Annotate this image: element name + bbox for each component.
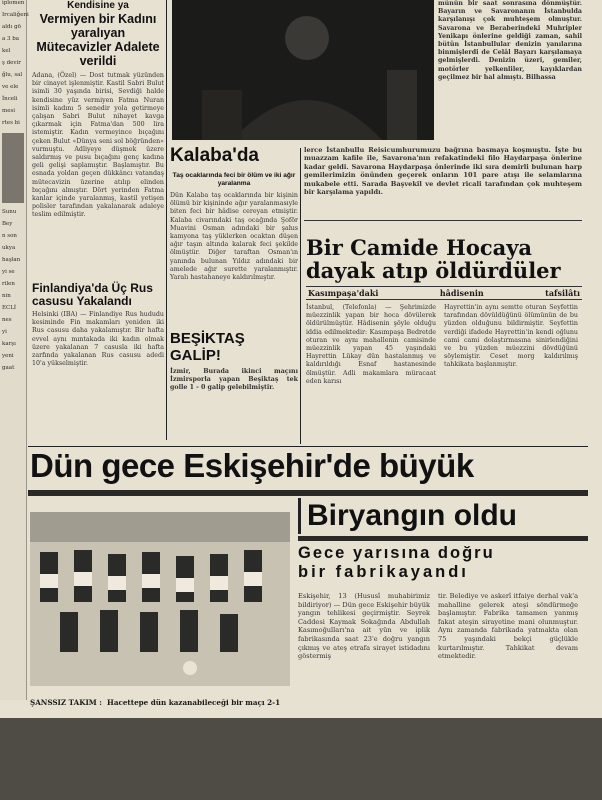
banner-line-1: Dün gece Eskişehir'de büyük (30, 447, 474, 484)
kalaba-subhead: Taş ocaklarında feci bir ölüm ve iki ağır yaralanma (172, 172, 296, 187)
subhead-left: Kasımpaşa'daki (308, 288, 379, 298)
besiktas-headline: BEŞİKTAŞ GALİP! (170, 330, 245, 364)
mosque-columns (306, 304, 582, 386)
strip-fragment: Sunu (2, 209, 17, 215)
mosque-story (306, 236, 582, 446)
strip-fragment: Ircaliğeni (2, 12, 29, 18)
strip-fragment: a 3 ba (2, 36, 20, 42)
mosque-body-left: İstanbul, (Telefonla) — Şehrimizde müezzinlik yapan bir hoca dövülerek öldürülmüştür. Hâdisenin şöyle olduğu iddia edilmektedir: Kasımpaşa Bedretde oturan ve aynı mahallenin camisinde müezzinlik yapan 45 yaşındaki Hayrettin Lükay dün hastalanmış ve kaldırıldığı Esnaf hastanesinde ölmüştür. Adli makamlara müracaat eden karısı (306, 304, 436, 385)
strip-fragment: gaat (2, 365, 15, 371)
team-photo (30, 512, 290, 686)
fire-body-left: Eskişehir, 13 (Hususî muhabirimiz bildiriyor) — Dün gece Eskişehir büyük yangın tehlikesi geçirmiştir. Seyrek Caddesi Kaymak Sokağında Abdullah Kasımoğulları'na ait yün ve iplik fabrikasında saat 23'e doğru yangın çıkmış ve ateş etrafa sirayet istidadını göstermiş (298, 592, 430, 661)
strip-photo (2, 133, 24, 203)
banner-line-3a: Gece yarısına doğru (298, 544, 495, 562)
strip-fragment: ukya (2, 245, 16, 251)
mosque-headline-2: dayak atıp öldürdüler (306, 258, 561, 283)
mosque-subhead (306, 286, 582, 300)
caption-label: ŞANSSIZ TAKIM : (30, 698, 102, 707)
photo-figures (172, 0, 434, 140)
strip-fragment: rtes bi (2, 120, 20, 126)
savarona-caption-box (304, 146, 582, 221)
strip-fragment: iplomen (2, 0, 25, 6)
strip-fragment: nes (2, 317, 12, 323)
column-savarona (438, 0, 582, 150)
fire-columns (298, 592, 588, 661)
kalaba-body: Dün Kalaba taş ocaklarında bir kişinin ölümü bir kişininde ağır yaralanmasıyle biten feci bir hâdise cereyan etmiştir. Kalaba civarındaki taş ocağında Şoför Muavini Osman adındaki bir şahıs kamyona taş yüklerken ocaktan düşen ağır taşın altında kalarak feci şekilde ölmüştür. Diğer taraftan Osman'ın yanında bulunan Yıldız adındaki bir amelede ağır surette yaralanmıştır. Yaralı hastahaneye kaldırılmıştır. (170, 192, 298, 282)
banner-line-2: Biryangın oldu (298, 498, 588, 534)
team-photo-image (30, 512, 290, 686)
team-photo-caption (30, 690, 292, 712)
strip-fragment: nin (2, 293, 11, 299)
besiktas-body: İzmir, Burada ikinci maçını İzmirsporla yapan Beşiktaş tek golle 1 - 0 galip gelebilmiştir. (170, 368, 298, 392)
strip-fragment: karşı (2, 341, 16, 347)
finland-headline: Finlandiya'da Üç Rus casusu Yakalandı (32, 281, 153, 308)
fire-body-right: tir. Belediye ve askerî itfaiye derhal vak'a mahalline gelerek ateşi söndürmeğe başlamıştır. Fabrika tamamen yanmış fakat ateşin sirayetine mani olunmuştur. Aynı zamanda fabrikada yatmakta olan 75 yaşındaki bekçi güçlükle kurtarılmıştır. Tahkikat devam etmektedir. (438, 592, 578, 661)
strip-fragment: yeni (2, 353, 14, 359)
savarona-caption: lerce İstanbullu Reisicumhurumuzu bağrına basmaya koşmuştu. İşte bu muazzam kafile ile, Savarona'nın refakatindeki filo Haydarpaşa önlerine kadar geldi. Savarona Haydarpaşa önlerinde iki sıra demirli bulunan harp gemilerimizin önünden geçerek onların 101 pare atışı ile selamlarına mukabele etti. Sarada Başvekil ve devlet ricali tarafından çok muhteşem bir karşılama yapıldı. (304, 146, 582, 197)
strip-fragment: haşlan (2, 257, 21, 263)
adana-body: Adana, (Özel) — Dost tutmak yüzünden bir cinayet işlenmiştir. Kastil Sabri Bulut isimli 30 yaşında birisi, Sevdiği halde kendisine yüz vermiyen Fatma Nuran isimli kadını 5 senedir yola getirmeye çalışan Sabri Bulut nihayet kavga çıkarmak için Fatma'dan 500 lira istemiştir. Kadın vermeyince bıçağını çeken Bulut «Dünya seni sol böğründen» vurmuştu. Adliyeye düşmek üzere saldırmış ve pusu bıçağını genç kadına geli gelişi saplamıştır. Başlamıştır. Bu esnada yoldan geçen dükkâncı vatandaş mütecavizin üzerine atılıp elinden bıçağını almıştır. Dört yerinden Fatma kanlar içinde yaralanmış, kastil yetişen polisler tarafından yakalanarak adaleye teslim edilmiştir. (32, 72, 164, 219)
strip-fragment: mesi (2, 108, 16, 114)
top-fragment: Kendisine ya (67, 0, 129, 11)
strip-fragment: ECLİ (2, 305, 17, 311)
mosque-headline-1: Bir Camide Hocaya (306, 235, 533, 260)
strip-fragment: rilen (2, 281, 15, 287)
caption-text: Hacettepe dün kazanabileceği bir maçı 2-1 (107, 698, 281, 707)
fire-story (298, 498, 588, 718)
strip-fragment: ş devir (2, 60, 21, 66)
finland-body: Helsinki (IBA) — Finlandiye Rus hududu kesiminde Fin makamları yeniden iki Rus casusu daha yakalamıştır. Bir hafta evvel aynı mıntakada iki kadın olmak üzere yakalanan 7 casusla iki hafta zarfında yakalanan Rus casusu adedi 10'a yükselmiştir. (32, 311, 164, 368)
column-adana (32, 0, 164, 440)
subhead-mid: hâdisenin (439, 288, 484, 298)
adana-headline: Vermiyen bir Kadını yaralıyan Mütecavizler Adalete verildi (36, 12, 160, 68)
mosque-body-right: Hayrettin'in aynı semtte oturan Seyfettin tarafından dövüldüğünü ölümünün de bu yüzden olduğunu bildirmiştir. Seyfettin verdiği ifadede Hayrettin'in kendi oğlunu cami cami dolaştırmasına sinirlendiğini ve bu yüzden müezzini dövdüğünü söylemiştir. Ceset morg kaldırılmış tahkikata başlanmıştır. (444, 304, 578, 369)
strip-fragment: n son (2, 233, 17, 239)
strip-fragment: yi se (2, 269, 15, 275)
column-kalaba (170, 146, 298, 446)
eskisehir-banner (30, 446, 590, 490)
strip-fragment: yi (2, 329, 7, 335)
subhead-right: tafsilâtı (545, 288, 580, 298)
strip-fragment: kel (2, 48, 11, 54)
table-surface (0, 718, 602, 800)
strip-fragment: Bey (2, 221, 13, 227)
kalaba-headline: Kalaba'da (170, 145, 259, 166)
savarona-body: münün bir saat sonrasına dönmüştür. Bayarın ve Savaronanın İstanbulda karşılanışı çok muhteşem olmuştur. Savarona ve Beraberindeki Muhripler Yenikapı önlerine geldiği zaman, sahil bütün İstanbullular denizin yanılarına binmişlerdi de Celâl Bayarı karşılamaya gelmişlerdi. Denizin üzeri, gemiler, motörler yelkenliler, kayıklardan geçilmez bir hal almıştı. Bilhassa (438, 0, 582, 81)
strip-fragment: aldı gö (2, 24, 21, 30)
president-photo (172, 0, 434, 140)
strip-fragment: ve ele (2, 84, 19, 90)
left-page-strip (0, 0, 27, 700)
strip-fragment: ğlu, sal (2, 72, 23, 78)
strip-fragment: İnceli (2, 96, 18, 102)
banner-line-3b: bir fabrikayandı (298, 563, 469, 581)
